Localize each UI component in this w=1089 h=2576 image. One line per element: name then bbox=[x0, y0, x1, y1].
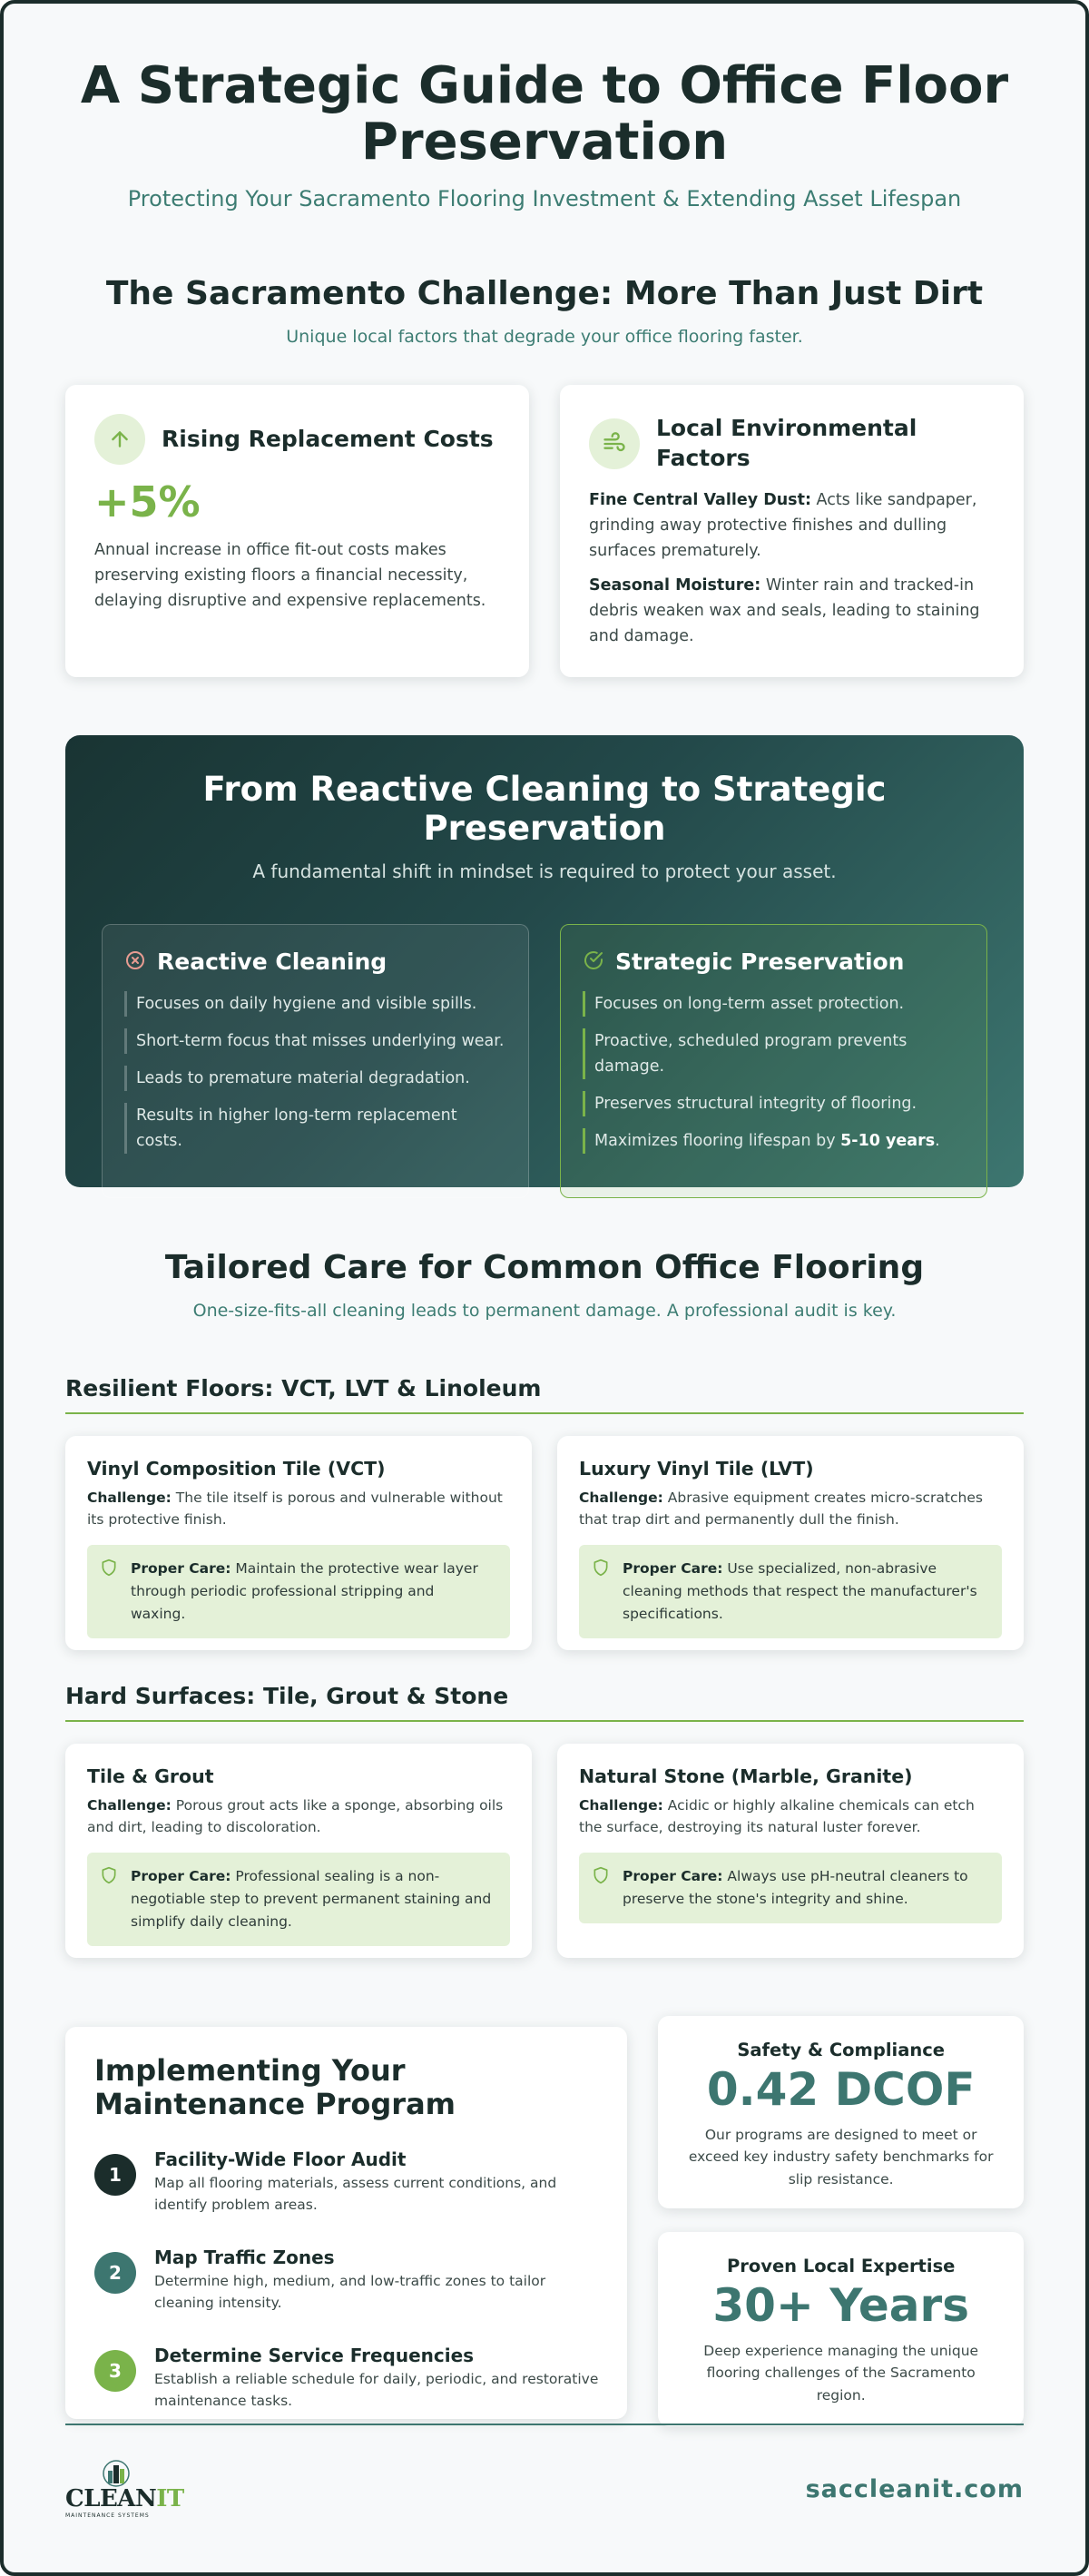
challenge-subtitle: Unique local factors that degrade your office flooring faster. bbox=[286, 327, 803, 348]
proper-care-box: Proper Care: Use specialized, non-abrasive cleaning methods that respect the manufacturer's specifications. bbox=[579, 1545, 1002, 1637]
page-subtitle: Protecting Your Sacramento Flooring Investment & Extending Asset Lifespan bbox=[127, 186, 962, 212]
proper-care-box: Proper Care: Maintain the protective wear layer through periodic professional stripping and waxing. bbox=[87, 1545, 510, 1637]
check-circle-icon bbox=[583, 949, 604, 975]
tile-grout-card bbox=[65, 1744, 532, 1958]
moisture-factor: Seasonal Moisture: Winter rain and tracked-in debris weaken wax and seals, leading to staining and damage. bbox=[589, 576, 980, 646]
list-item: Short-term focus that misses underlying wear. bbox=[124, 1028, 506, 1054]
step-title: Facility-Wide Floor Audit bbox=[154, 2148, 407, 2170]
list-item: Results in higher long-term replacement costs. bbox=[124, 1103, 506, 1154]
list-item: Preserves structural integrity of flooring. bbox=[583, 1091, 965, 1116]
challenge-section bbox=[4, 275, 1085, 677]
implementation-row bbox=[4, 2016, 1085, 2426]
step-item bbox=[94, 2345, 598, 2412]
shield-icon bbox=[100, 1558, 118, 1581]
page-title: A Strategic Guide to Office Floor Preservation bbox=[80, 56, 1009, 172]
floor-card-title: Luxury Vinyl Tile (LVT) bbox=[579, 1458, 814, 1480]
stat-label: Proven Local Expertise bbox=[726, 2256, 956, 2277]
list-item: Proactive, scheduled program prevents damage. bbox=[583, 1028, 965, 1079]
shield-icon bbox=[100, 1865, 118, 1889]
list-item: Maximizes flooring lifespan by 5-10 years. bbox=[583, 1128, 965, 1154]
rising-costs-title: Rising Replacement Costs bbox=[162, 425, 494, 452]
cleanit-logo: CLEANIT MAINTENANCE SYSTEMS bbox=[65, 2460, 184, 2519]
reactive-title: Reactive Cleaning bbox=[157, 949, 388, 976]
environment-card bbox=[560, 385, 1024, 677]
floor-challenge: Challenge: Acidic or highly alkaline chemicals can etch the surface, destroying its natural luster forever. bbox=[579, 1797, 975, 1836]
hard-surfaces-heading: Hard Surfaces: Tile, Grout & Stone bbox=[65, 1683, 1024, 1722]
step-item bbox=[94, 2148, 598, 2216]
stat-value: 0.42 DCOF bbox=[706, 2063, 976, 2117]
strategic-preservation-box bbox=[560, 924, 987, 1198]
step-number: 1 bbox=[94, 2154, 136, 2196]
floor-challenge: Challenge: Abrasive equipment creates micro-scratches that trap dirt and permanently dull the finish. bbox=[579, 1490, 983, 1529]
step-title: Map Traffic Zones bbox=[154, 2246, 335, 2268]
shift-title: From Reactive Cleaning to Strategic Preservation bbox=[202, 770, 887, 849]
floor-card-title: Vinyl Composition Tile (VCT) bbox=[87, 1458, 386, 1480]
floor-challenge: Challenge: Porous grout acts like a sponge, absorbing oils and dirt, leading to discoloration. bbox=[87, 1797, 504, 1836]
natural-stone-card bbox=[557, 1744, 1024, 1958]
list-item: Focuses on long-term asset protection. bbox=[583, 991, 965, 1017]
lvt-card bbox=[557, 1436, 1024, 1650]
environment-title: Local Environmental Factors bbox=[656, 415, 917, 471]
rising-costs-body: Annual increase in office fit-out costs makes preserving existing floors a financial necessity, delaying disruptive and expensive replacements. bbox=[94, 541, 486, 611]
step-title: Determine Service Frequencies bbox=[154, 2344, 475, 2366]
floor-challenge: Challenge: The tile itself is porous and vulnerable without its protective finish. bbox=[87, 1490, 503, 1529]
cost-increase-stat: +5% bbox=[94, 477, 201, 527]
floor-card-title: Natural Stone (Marble, Granite) bbox=[579, 1765, 913, 1788]
step-number: 2 bbox=[94, 2252, 136, 2294]
list-item: Leads to premature material degradation. bbox=[124, 1066, 506, 1091]
proper-care-box: Proper Care: Professional sealing is a non-negotiable step to prevent permanent staining and simplify daily cleaning. bbox=[87, 1853, 510, 1945]
stat-desc: Our programs are designed to meet or exceed key industry safety benchmarks for slip resistance. bbox=[688, 2126, 994, 2188]
implementation-card bbox=[65, 2027, 627, 2419]
website-link[interactable]: saccleanit.com bbox=[805, 2475, 1024, 2503]
dust-factor: Fine Central Valley Dust: Acts like sandpaper, grinding away protective finishes and dulling surfaces prematurely. bbox=[589, 491, 977, 561]
header bbox=[4, 4, 1085, 211]
list-item: Focuses on daily hygiene and visible spills. bbox=[124, 991, 506, 1017]
shield-icon bbox=[592, 1865, 610, 1889]
wind-icon bbox=[589, 418, 640, 469]
step-desc: Map all flooring materials, assess current conditions, and identify problem areas. bbox=[154, 2174, 557, 2213]
resilient-heading: Resilient Floors: VCT, LVT & Linoleum bbox=[65, 1375, 1024, 1414]
safety-stat-card bbox=[658, 2016, 1024, 2208]
building-icon bbox=[98, 2460, 134, 2487]
mindset-shift-section bbox=[65, 735, 1024, 1187]
stat-value: 30+ Years bbox=[712, 2279, 969, 2333]
implementation-title: Implementing Your Maintenance Program bbox=[94, 2053, 456, 2121]
strategic-title: Strategic Preservation bbox=[615, 949, 905, 976]
step-desc: Determine high, medium, and low-traffic zones to tailor cleaning intensity. bbox=[154, 2272, 546, 2311]
x-circle-icon bbox=[124, 949, 146, 975]
reactive-cleaning-box bbox=[102, 924, 529, 1198]
floor-card-title: Tile & Grout bbox=[87, 1765, 214, 1788]
footer bbox=[65, 2424, 1024, 2519]
flooring-title: Tailored Care for Common Office Flooring bbox=[164, 1249, 925, 1287]
shift-subtitle: A fundamental shift in mindset is required to protect your asset. bbox=[252, 860, 837, 883]
stat-label: Safety & Compliance bbox=[737, 2040, 946, 2061]
challenge-title: The Sacramento Challenge: More Than Just Dirt bbox=[105, 275, 984, 313]
stat-desc: Deep experience managing the unique flooring challenges of the Sacramento region. bbox=[703, 2342, 979, 2404]
flooring-section bbox=[4, 1249, 1085, 1958]
expertise-stat-card bbox=[658, 2232, 1024, 2426]
proper-care-box: Proper Care: Always use pH-neutral cleaners to preserve the stone's integrity and shine. bbox=[579, 1853, 1002, 1923]
shield-icon bbox=[592, 1558, 610, 1581]
rising-costs-card bbox=[65, 385, 529, 677]
step-item bbox=[94, 2247, 598, 2314]
flooring-subtitle: One-size-fits-all cleaning leads to permanent damage. A professional audit is key. bbox=[192, 1301, 897, 1322]
step-number: 3 bbox=[94, 2350, 136, 2392]
vct-card bbox=[65, 1436, 532, 1650]
arrow-up-icon bbox=[94, 414, 145, 465]
step-desc: Establish a reliable schedule for daily, periodic, and restorative maintenance tasks. bbox=[154, 2370, 599, 2409]
